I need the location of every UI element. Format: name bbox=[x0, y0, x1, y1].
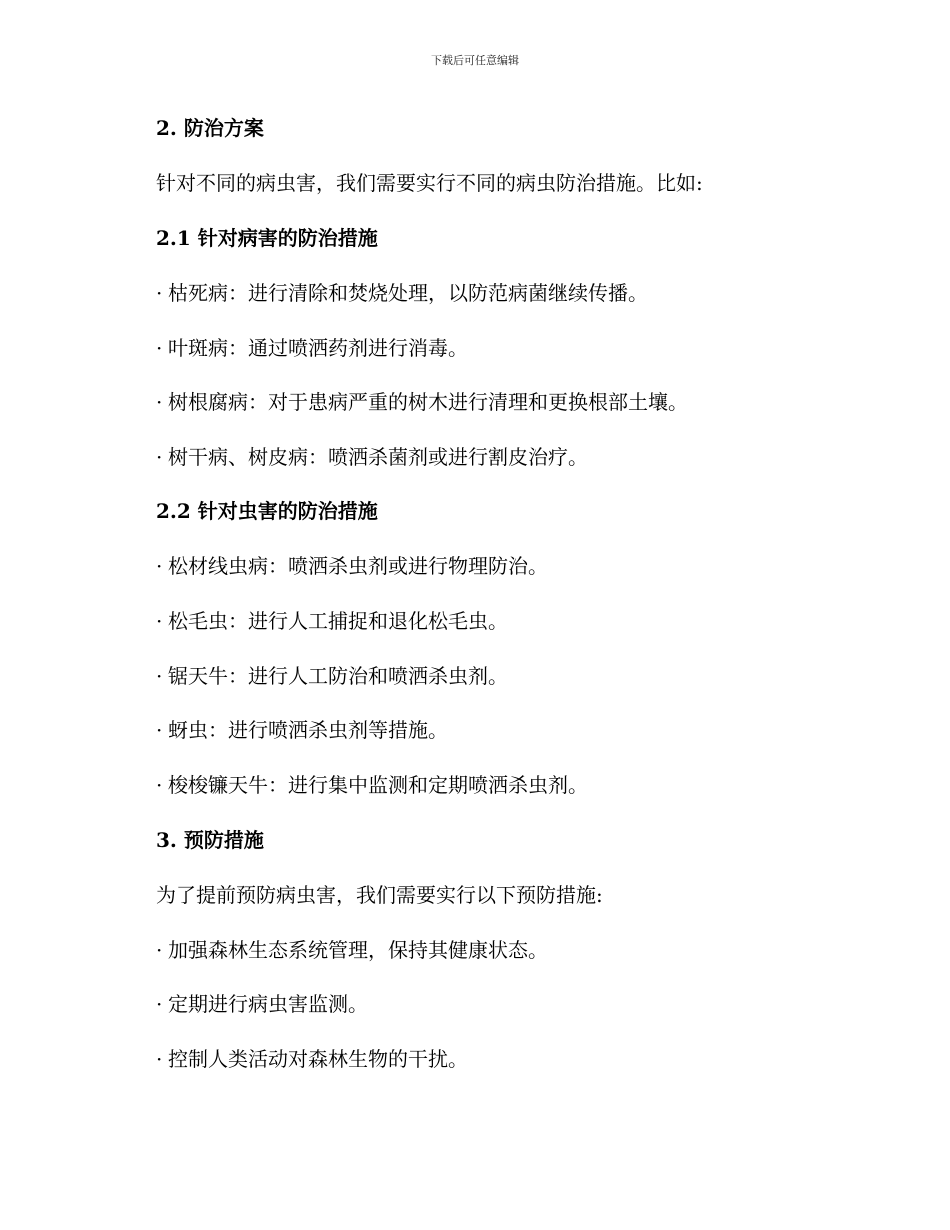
section-3-intro: 为了提前预防病虫害，我们需要实行以下预防措施: bbox=[156, 883, 603, 907]
bullet-icon: · bbox=[156, 336, 163, 360]
list-item-text: 梭梭镰天牛：进行集中监测和定期喷洒杀虫剂。 bbox=[168, 773, 588, 797]
section-2-title: 2. 防治方案 bbox=[156, 116, 264, 140]
bullet-icon: · bbox=[156, 281, 163, 305]
list-item-text: 叶斑病：通过喷洒药剂进行消毒。 bbox=[168, 336, 468, 360]
list-item bbox=[156, 938, 890, 962]
bullet-icon: · bbox=[156, 938, 163, 962]
list-item-text: 枯死病：进行清除和焚烧处理，以防范病菌继续传播。 bbox=[168, 281, 648, 305]
list-item bbox=[156, 1047, 890, 1071]
section-2-intro: 针对不同的病虫害，我们需要实行不同的病虫防治措施。比如: bbox=[156, 171, 703, 195]
page-header-note: 下载后可任意编辑 bbox=[431, 54, 519, 67]
bullet-icon: · bbox=[156, 992, 163, 1016]
bullet-icon: · bbox=[156, 554, 163, 578]
bullet-icon: · bbox=[156, 1047, 163, 1071]
list-item bbox=[156, 445, 890, 469]
list-item-text: 控制人类活动对森林生物的干扰。 bbox=[168, 1047, 468, 1071]
list-item bbox=[156, 281, 890, 305]
bullet-icon: · bbox=[156, 390, 163, 414]
list-item bbox=[156, 992, 890, 1016]
list-item bbox=[156, 554, 890, 578]
list-item-text: 蚜虫：进行喷洒杀虫剂等措施。 bbox=[168, 718, 448, 742]
list-item bbox=[156, 609, 890, 633]
list-item-text: 松毛虫：进行人工捕捉和退化松毛虫。 bbox=[168, 609, 508, 633]
list-item bbox=[156, 336, 890, 360]
list-item-text: 树干病、树皮病：喷洒杀菌剂或进行割皮治疗。 bbox=[168, 445, 588, 469]
list-item-text: 定期进行病虫害监测。 bbox=[168, 992, 368, 1016]
bullet-icon: · bbox=[156, 664, 163, 688]
list-item-text: 松材线虫病：喷洒杀虫剂或进行物理防治。 bbox=[168, 554, 548, 578]
list-item bbox=[156, 390, 890, 414]
list-item-text: 加强森林生态系统管理，保持其健康状态。 bbox=[168, 938, 548, 962]
bullet-icon: · bbox=[156, 773, 163, 797]
bullet-icon: · bbox=[156, 609, 163, 633]
list-item bbox=[156, 718, 890, 742]
list-item bbox=[156, 773, 890, 797]
subsection-2-1-title: 2.1 针对病害的防治措施 bbox=[156, 226, 378, 250]
list-item-text: 树根腐病：对于患病严重的树木进行清理和更换根部土壤。 bbox=[168, 390, 688, 414]
bullet-icon: · bbox=[156, 718, 163, 742]
section-3-title: 3. 预防措施 bbox=[156, 828, 264, 852]
list-item-text: 锯天牛：进行人工防治和喷洒杀虫剂。 bbox=[168, 664, 508, 688]
subsection-2-2-title: 2.2 针对虫害的防治措施 bbox=[156, 499, 378, 523]
bullet-icon: · bbox=[156, 445, 163, 469]
list-item bbox=[156, 664, 890, 688]
